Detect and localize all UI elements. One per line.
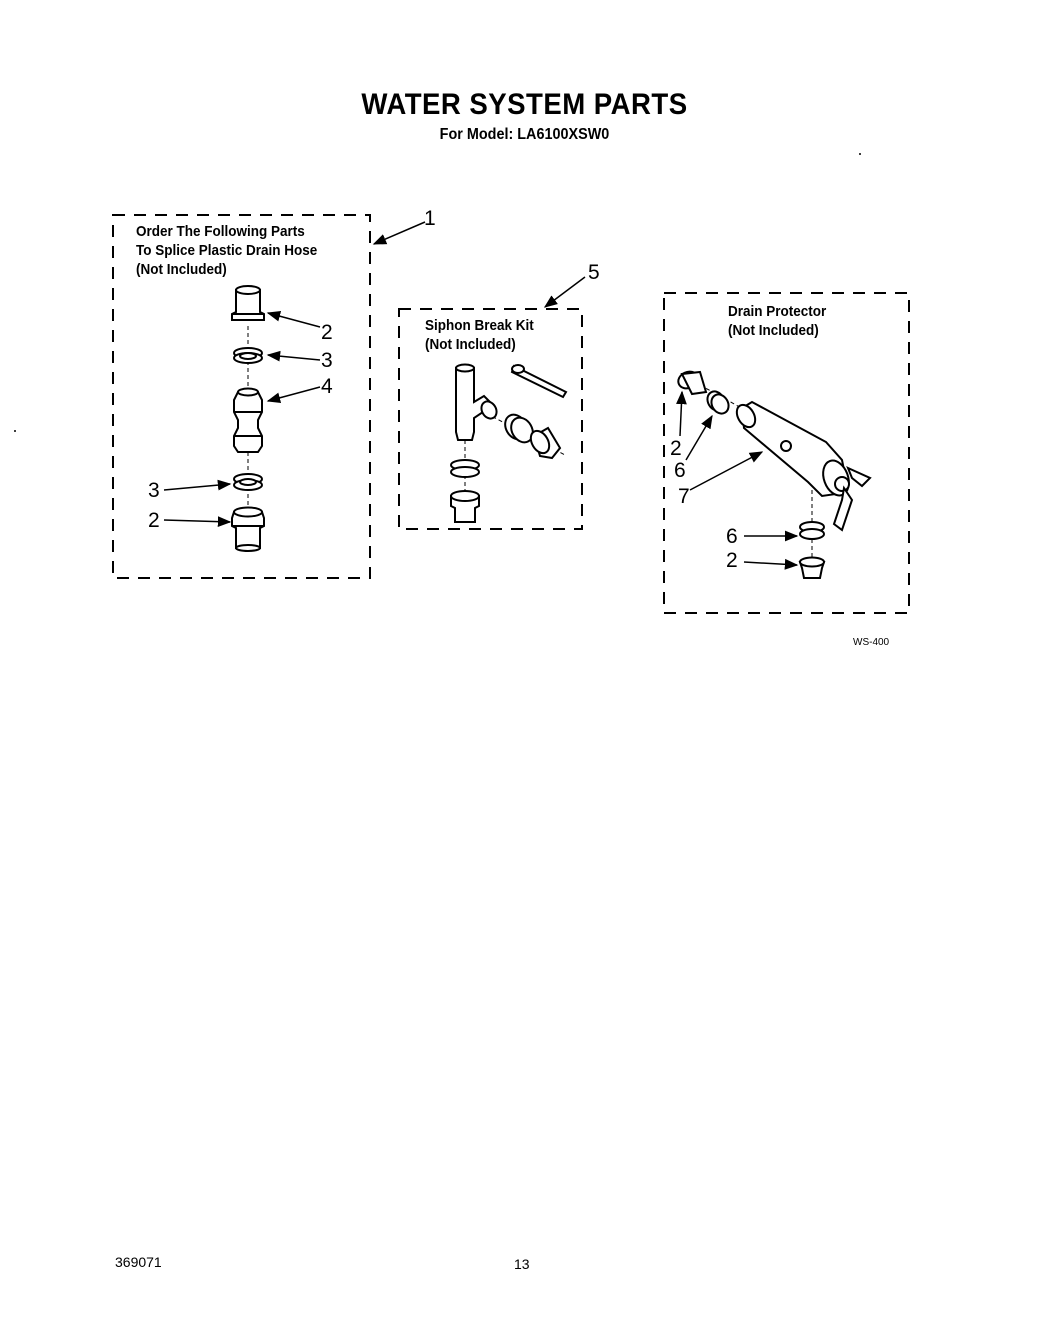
hose-coupling-icon (234, 389, 262, 453)
callout-arrow-5 (545, 277, 585, 307)
callout-1: 1 (424, 207, 436, 230)
drain-clamp-bottom-icon (800, 522, 824, 539)
splice-callout-3-top: 3 (321, 349, 333, 372)
callout-5: 5 (588, 261, 600, 284)
drain-callout-7: 7 (678, 485, 690, 508)
hose-clamp-ring-top-icon (234, 348, 262, 363)
siphon-connector-bottom-icon (451, 491, 479, 522)
document-number: 369071 (115, 1254, 162, 1270)
drain-connector-bottom-icon (800, 558, 824, 579)
drain-callout-6-bottom: 6 (726, 525, 738, 548)
drain-callout-6-top: 6 (674, 459, 686, 482)
siphon-break-kit-label: Siphon Break Kit (Not Included) (425, 317, 534, 353)
siphon-connector-side-icon (527, 428, 560, 458)
cable-tie-icon (512, 365, 566, 397)
splice-parts-stack (232, 286, 264, 551)
drain-callout-2-bottom: 2 (726, 549, 738, 572)
splice-kit-label: Order The Following Parts To Splice Plastic Drain Hose (Not Included) (136, 223, 318, 278)
model-subtitle: For Model: LA6100XSW0 (439, 126, 610, 143)
drain-connector-side-icon (676, 369, 706, 394)
page-number: 13 (514, 1256, 530, 1272)
hose-clamp-ring-bottom-icon (234, 474, 262, 490)
drain-protector-label: Drain Protector (Not Included) (728, 303, 827, 339)
drain-clamp-side-icon (704, 388, 732, 416)
drain-callout-2-top: 2 (670, 437, 682, 460)
siphon-clamp-bottom-icon (451, 460, 479, 477)
splice-callout-2-bottom: 2 (148, 509, 160, 532)
drain-protector-body-icon (733, 402, 870, 530)
callout-arrow-1 (374, 222, 425, 244)
figure-code: WS-400 (853, 637, 890, 648)
splice-callout-2-top: 2 (321, 321, 333, 344)
splice-callout-3-bottom: 3 (148, 479, 160, 502)
splice-callout-4: 4 (321, 375, 333, 398)
siphon-break-parts (451, 365, 566, 523)
drain-protector-parts (676, 369, 870, 578)
siphon-tee-icon (456, 365, 500, 441)
hose-connector-bottom-icon (232, 508, 264, 552)
hose-connector-top-icon (232, 286, 264, 320)
page-title: WATER SYSTEM PARTS (361, 88, 688, 121)
